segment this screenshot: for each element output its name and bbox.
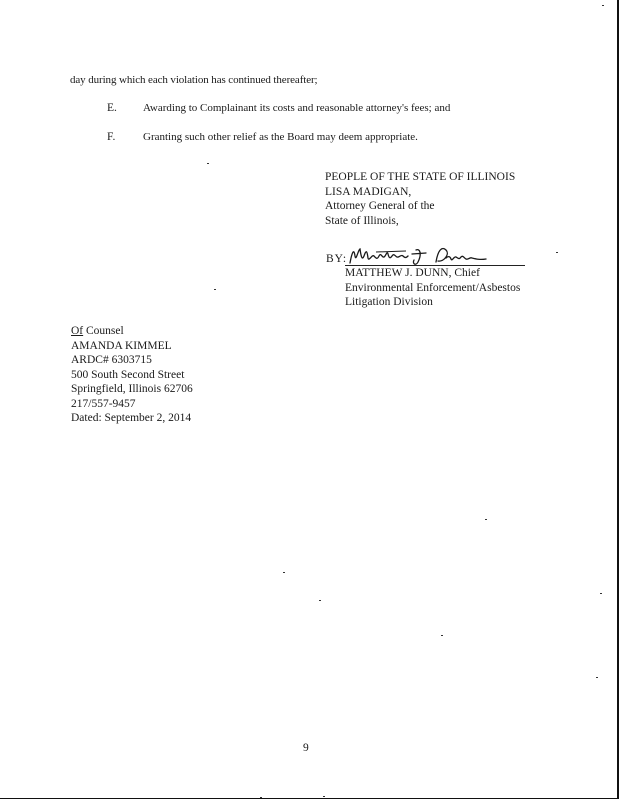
plaintiff-signature-block <box>325 170 585 228</box>
page-number: 9 <box>303 742 309 754</box>
attorney-general-name: LISA MADIGAN, <box>325 185 412 198</box>
scan-speck <box>602 5 604 6</box>
signer-division: Environmental Enforcement/Asbestos <box>345 281 521 294</box>
counsel-city: Springfield, Illinois 62706 <box>71 383 193 395</box>
scan-speck <box>323 796 325 797</box>
signer-division-cont: Litigation Division <box>345 296 433 308</box>
scan-speck <box>441 635 443 636</box>
attorney-general-title: Attorney General of the <box>325 200 435 212</box>
counsel-date: Dated: September 2, 2014 <box>71 412 192 424</box>
scan-speck <box>600 593 602 594</box>
scan-speck <box>207 163 209 164</box>
of-counsel-heading-rest: Counsel <box>83 325 124 337</box>
by-label: BY: <box>326 253 348 265</box>
signer-name: MATTHEW J. DUNN, Chief <box>345 267 480 279</box>
scan-speck <box>260 797 262 798</box>
scan-speck <box>214 289 216 290</box>
counsel-street: 500 South Second Street <box>71 368 185 381</box>
counsel-name: AMANDA KIMMEL <box>71 339 172 352</box>
item-f-letter: F. <box>107 131 116 143</box>
item-e-letter: E. <box>107 102 117 114</box>
lead-paragraph-line: day during which each violation has continued thereafter; <box>70 74 318 86</box>
scan-speck <box>556 252 558 253</box>
of-counsel-heading-prefix: Of <box>71 325 84 337</box>
party-name: PEOPLE OF THE STATE OF ILLINOIS <box>325 171 516 183</box>
of-counsel-heading <box>71 324 193 339</box>
of-counsel-block <box>71 324 193 426</box>
attorney-general-state: State of Illinois, <box>325 214 399 227</box>
signer-info <box>345 266 520 310</box>
signature-line <box>326 244 526 268</box>
counsel-ardc: ARDC# 6303715 <box>71 354 152 366</box>
item-e-text: Awarding to Complainant its costs and reasonable attorney's fees; and <box>143 102 451 114</box>
scan-speck <box>319 600 321 601</box>
scan-speck <box>283 572 285 573</box>
scan-speck <box>596 677 598 678</box>
scan-speck <box>485 519 487 520</box>
counsel-phone: 217/557-9457 <box>71 397 136 410</box>
item-f-text: Granting such other relief as the Board may deem appropriate. <box>143 131 418 143</box>
